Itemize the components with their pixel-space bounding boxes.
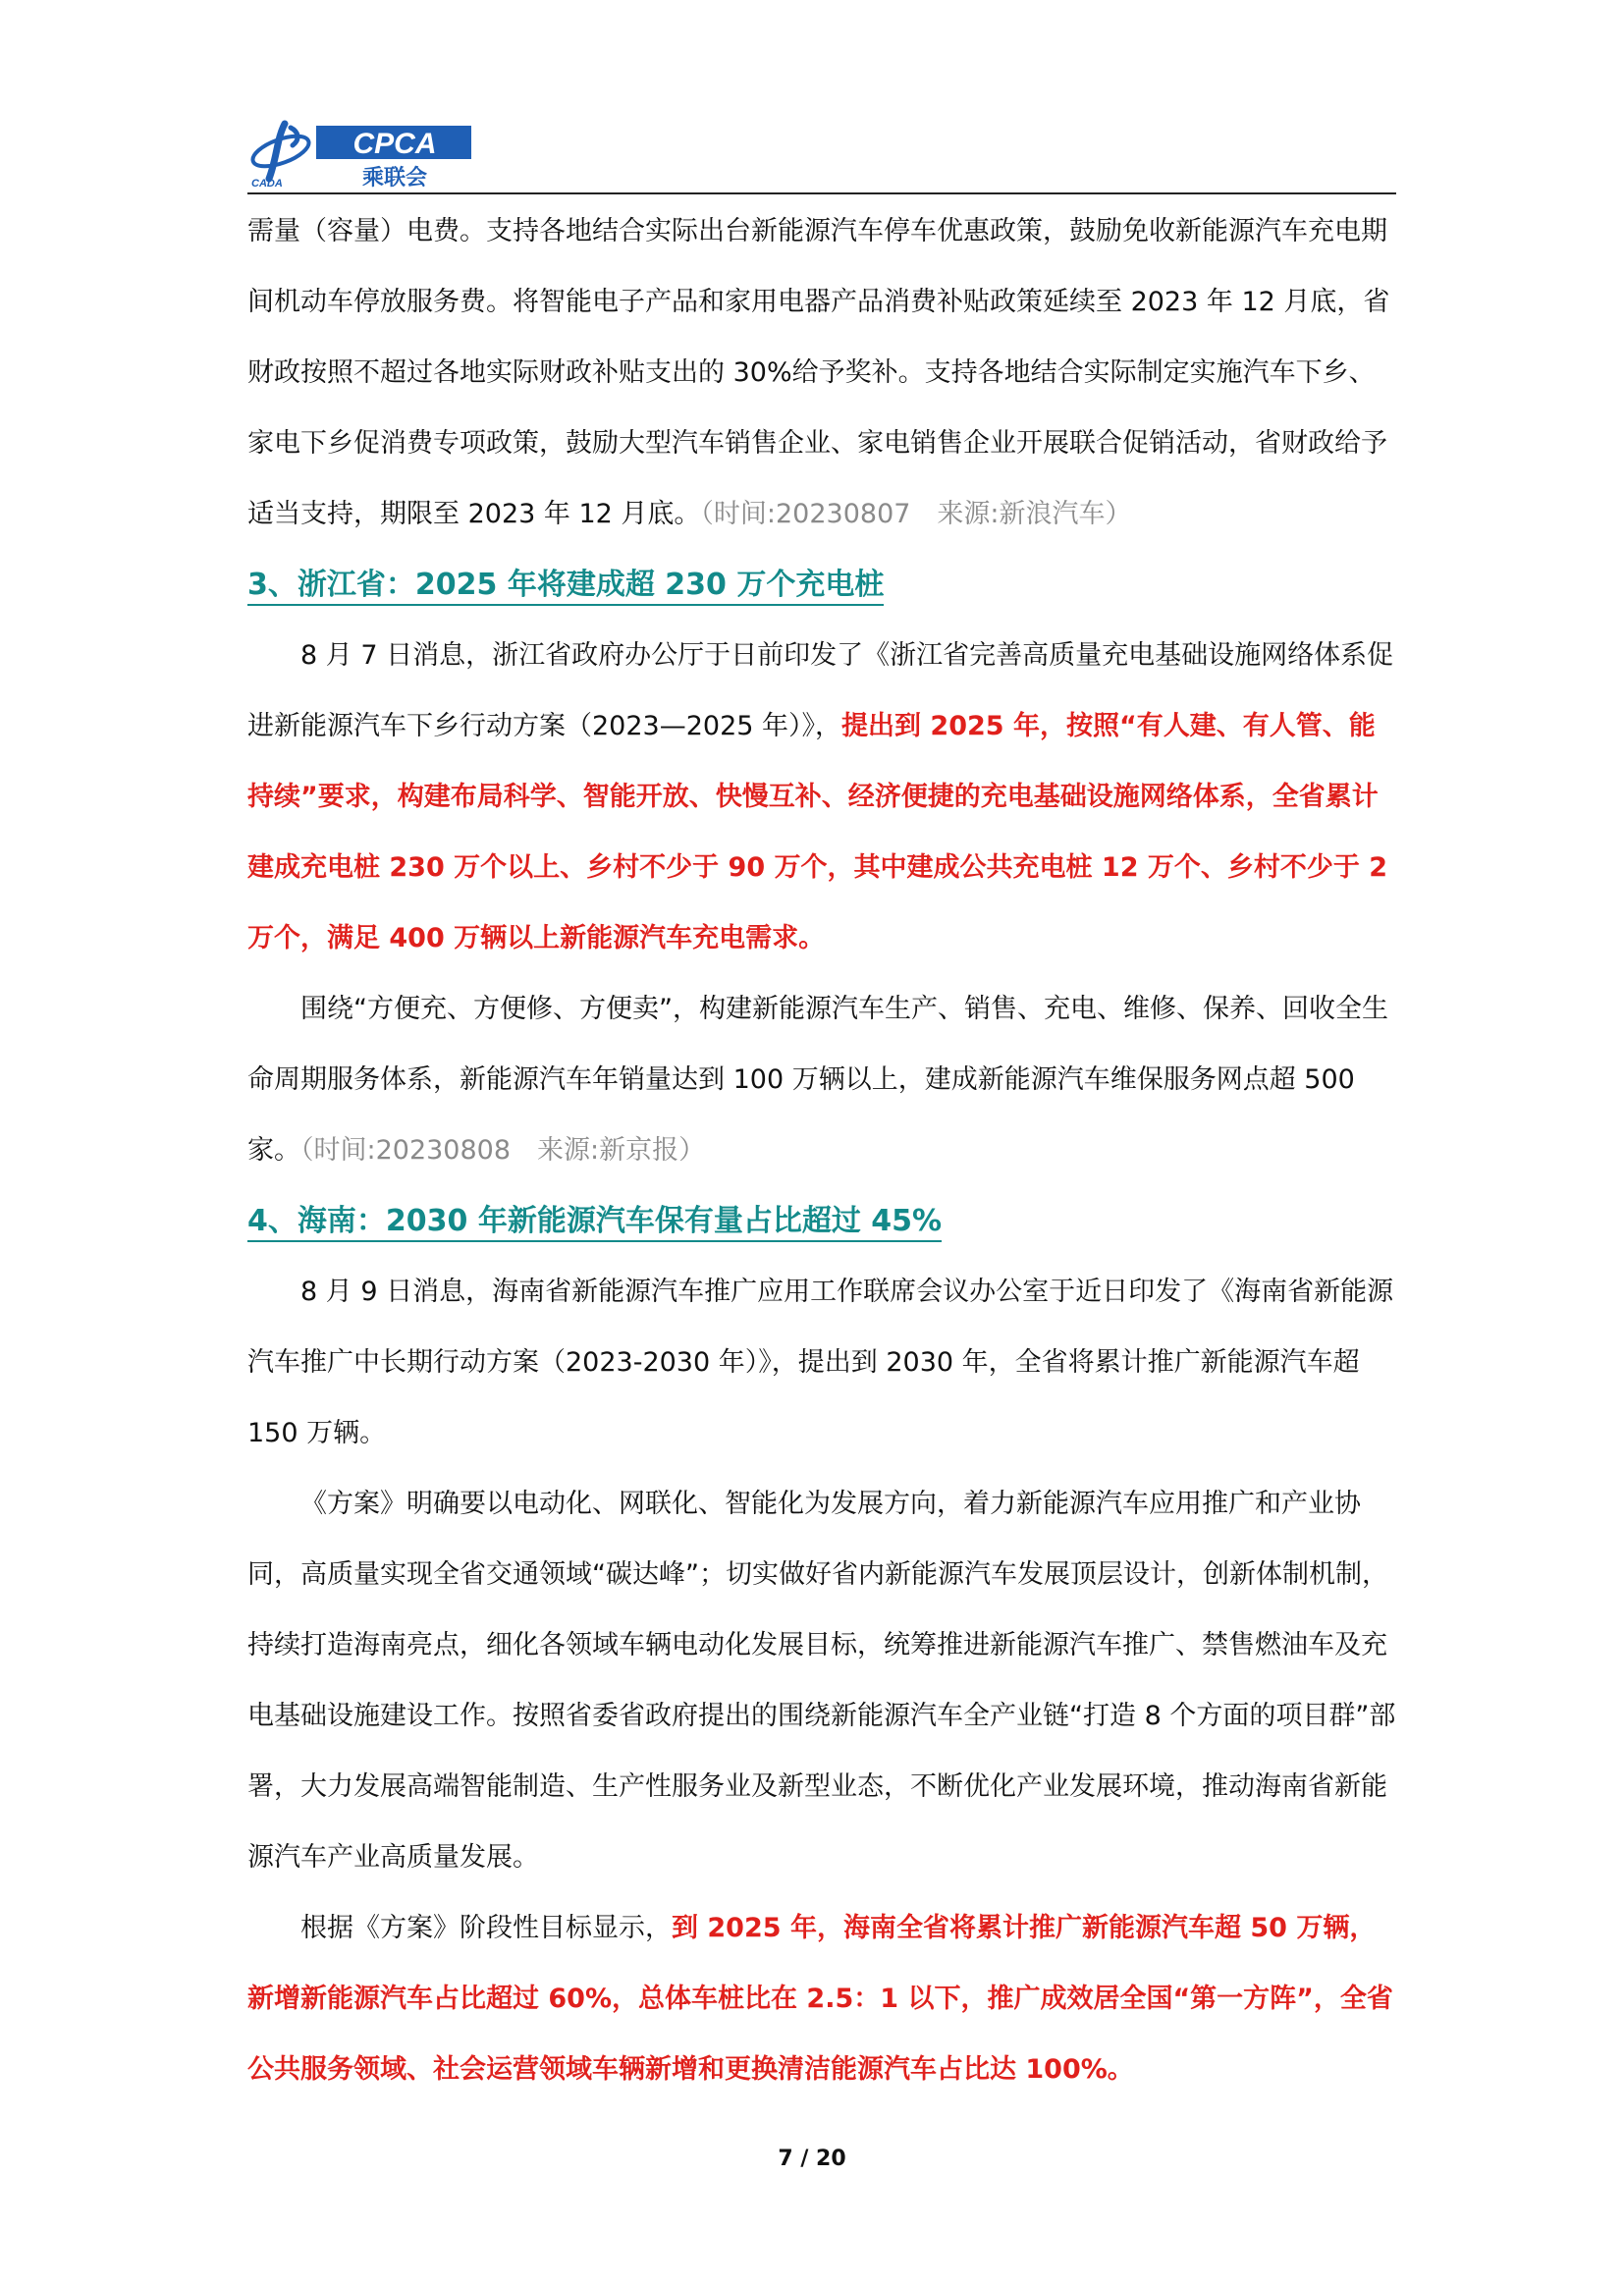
source-note: （时间:20230808 来源:新京报） xyxy=(300,1135,706,1166)
svg-text:CADA: CADA xyxy=(251,178,283,190)
svg-text:乘联会: 乘联会 xyxy=(361,166,428,190)
section-heading-4-text: 4、海南：2030 年新能源汽车保有量占比超过 45% xyxy=(247,1204,942,1242)
paragraph-2 xyxy=(247,621,1396,974)
section-heading-3-text: 3、浙江省：2025 年将建成超 230 万个充电桩 xyxy=(247,568,884,606)
cpca-logo xyxy=(247,114,473,190)
paragraph-2-text: 8 月 7 日消息，浙江省政府办公厅于日前印发了《浙江省完善高质量充电基础设施网络体系促进新能源汽车下乡行动方案（2023—2025 年）》， xyxy=(247,640,1394,741)
paragraph-3-text: 围绕“方便充、方便修、方便卖”，构建新能源汽车生产、销售、充电、维修、保养、回收全生命周期服务体系，新能源汽车年销量达到 100 万辆以上，建成新能源汽车维保服务网点超 500 家。 xyxy=(247,994,1388,1166)
paragraph-5: 《方案》明确要以电动化、网联化、智能化为发展方向，着力新能源汽车应用推广和产业协同，高质量实现全省交通领域“碳达峰”；切实做好省内新能源汽车发展顶层设计，创新体制机制，持续打造海南亮点，细化各领域车辆电动化发展目标，统筹推进新能源汽车推广、禁售燃油车及充电基础设施建设工作。按照省委省政府提出的围绕新能源汽车全产业链“打造 8 个方面的项目群”部署，大力发展高端智能制造、生产性服务业及新型业态，不断优化产业发展环境，推动海南省新能源汽车产业高质量发展。 xyxy=(247,1489,1396,1873)
header-rule xyxy=(247,192,1396,194)
source-note: （时间:20230807 来源:新浪汽车） xyxy=(700,499,1132,529)
svg-text:CPCA: CPCA xyxy=(352,128,437,160)
cada-emblem-icon xyxy=(249,124,313,179)
article-body xyxy=(247,196,1396,2105)
page-header xyxy=(247,114,1396,192)
paragraph-6-text: 根据《方案》阶段性目标显示， xyxy=(300,1913,672,1943)
paragraph-6-emphasis: 到 2025 年，海南全省将累计推广新能源汽车超 50 万辆，新增新能源汽车占比超过 60%，总体车桩比在 2.5：1 以下，推广成效居全国“第一方阵”，全省公共服务领域、社会运营领域车辆新增和更换清洁能源汽车占比达 100%。 xyxy=(247,1913,1393,2085)
paragraph-2-emphasis: 提出到 2025 年，按照“有人建、有人管、能持续”要求，构建布局科学、智能开放、快慢互补、经济便捷的充电基础设施网络体系，全省累计建成充电桩 230 万个以上、乡村不少于 90 万个，其中建成公共充电桩 12 万个、乡村不少于 2 万个，满足 400 万辆以上新能源汽车充电需求。 xyxy=(247,711,1388,953)
paragraph-4: 8 月 9 日消息，海南省新能源汽车推广应用工作联席会议办公室于近日印发了《海南省新能源汽车推广中长期行动方案（2023-2030 年）》，提出到 2030 年，全省将累计推广新能源汽车超 150 万辆。 xyxy=(247,1277,1394,1448)
page-number: 7 / 20 xyxy=(778,2147,846,2171)
section-heading-4 xyxy=(247,1186,1396,1257)
paragraph-1-text: 需量（容量）电费。支持各地结合实际出台新能源汽车停车优惠政策，鼓励免收新能源汽车充电期间机动车停放服务费。将智能电子产品和家用电器产品消费补贴政策延续至 2023 年 12 月底，省财政按照不超过各地实际财政补贴支出的 30%给予奖补。支持各地结合实际制定实施汽车下乡、家电下乡促消费专项政策，鼓励大型汽车销售企业、家电销售企业开展联合促销活动，省财政给予适当支持，期限至 2023 年 12 月底。 xyxy=(247,216,1390,529)
paragraph-1 xyxy=(247,196,1396,550)
paragraph-6 xyxy=(247,1893,1396,2105)
section-heading-3 xyxy=(247,550,1396,621)
paragraph-3 xyxy=(247,974,1396,1186)
